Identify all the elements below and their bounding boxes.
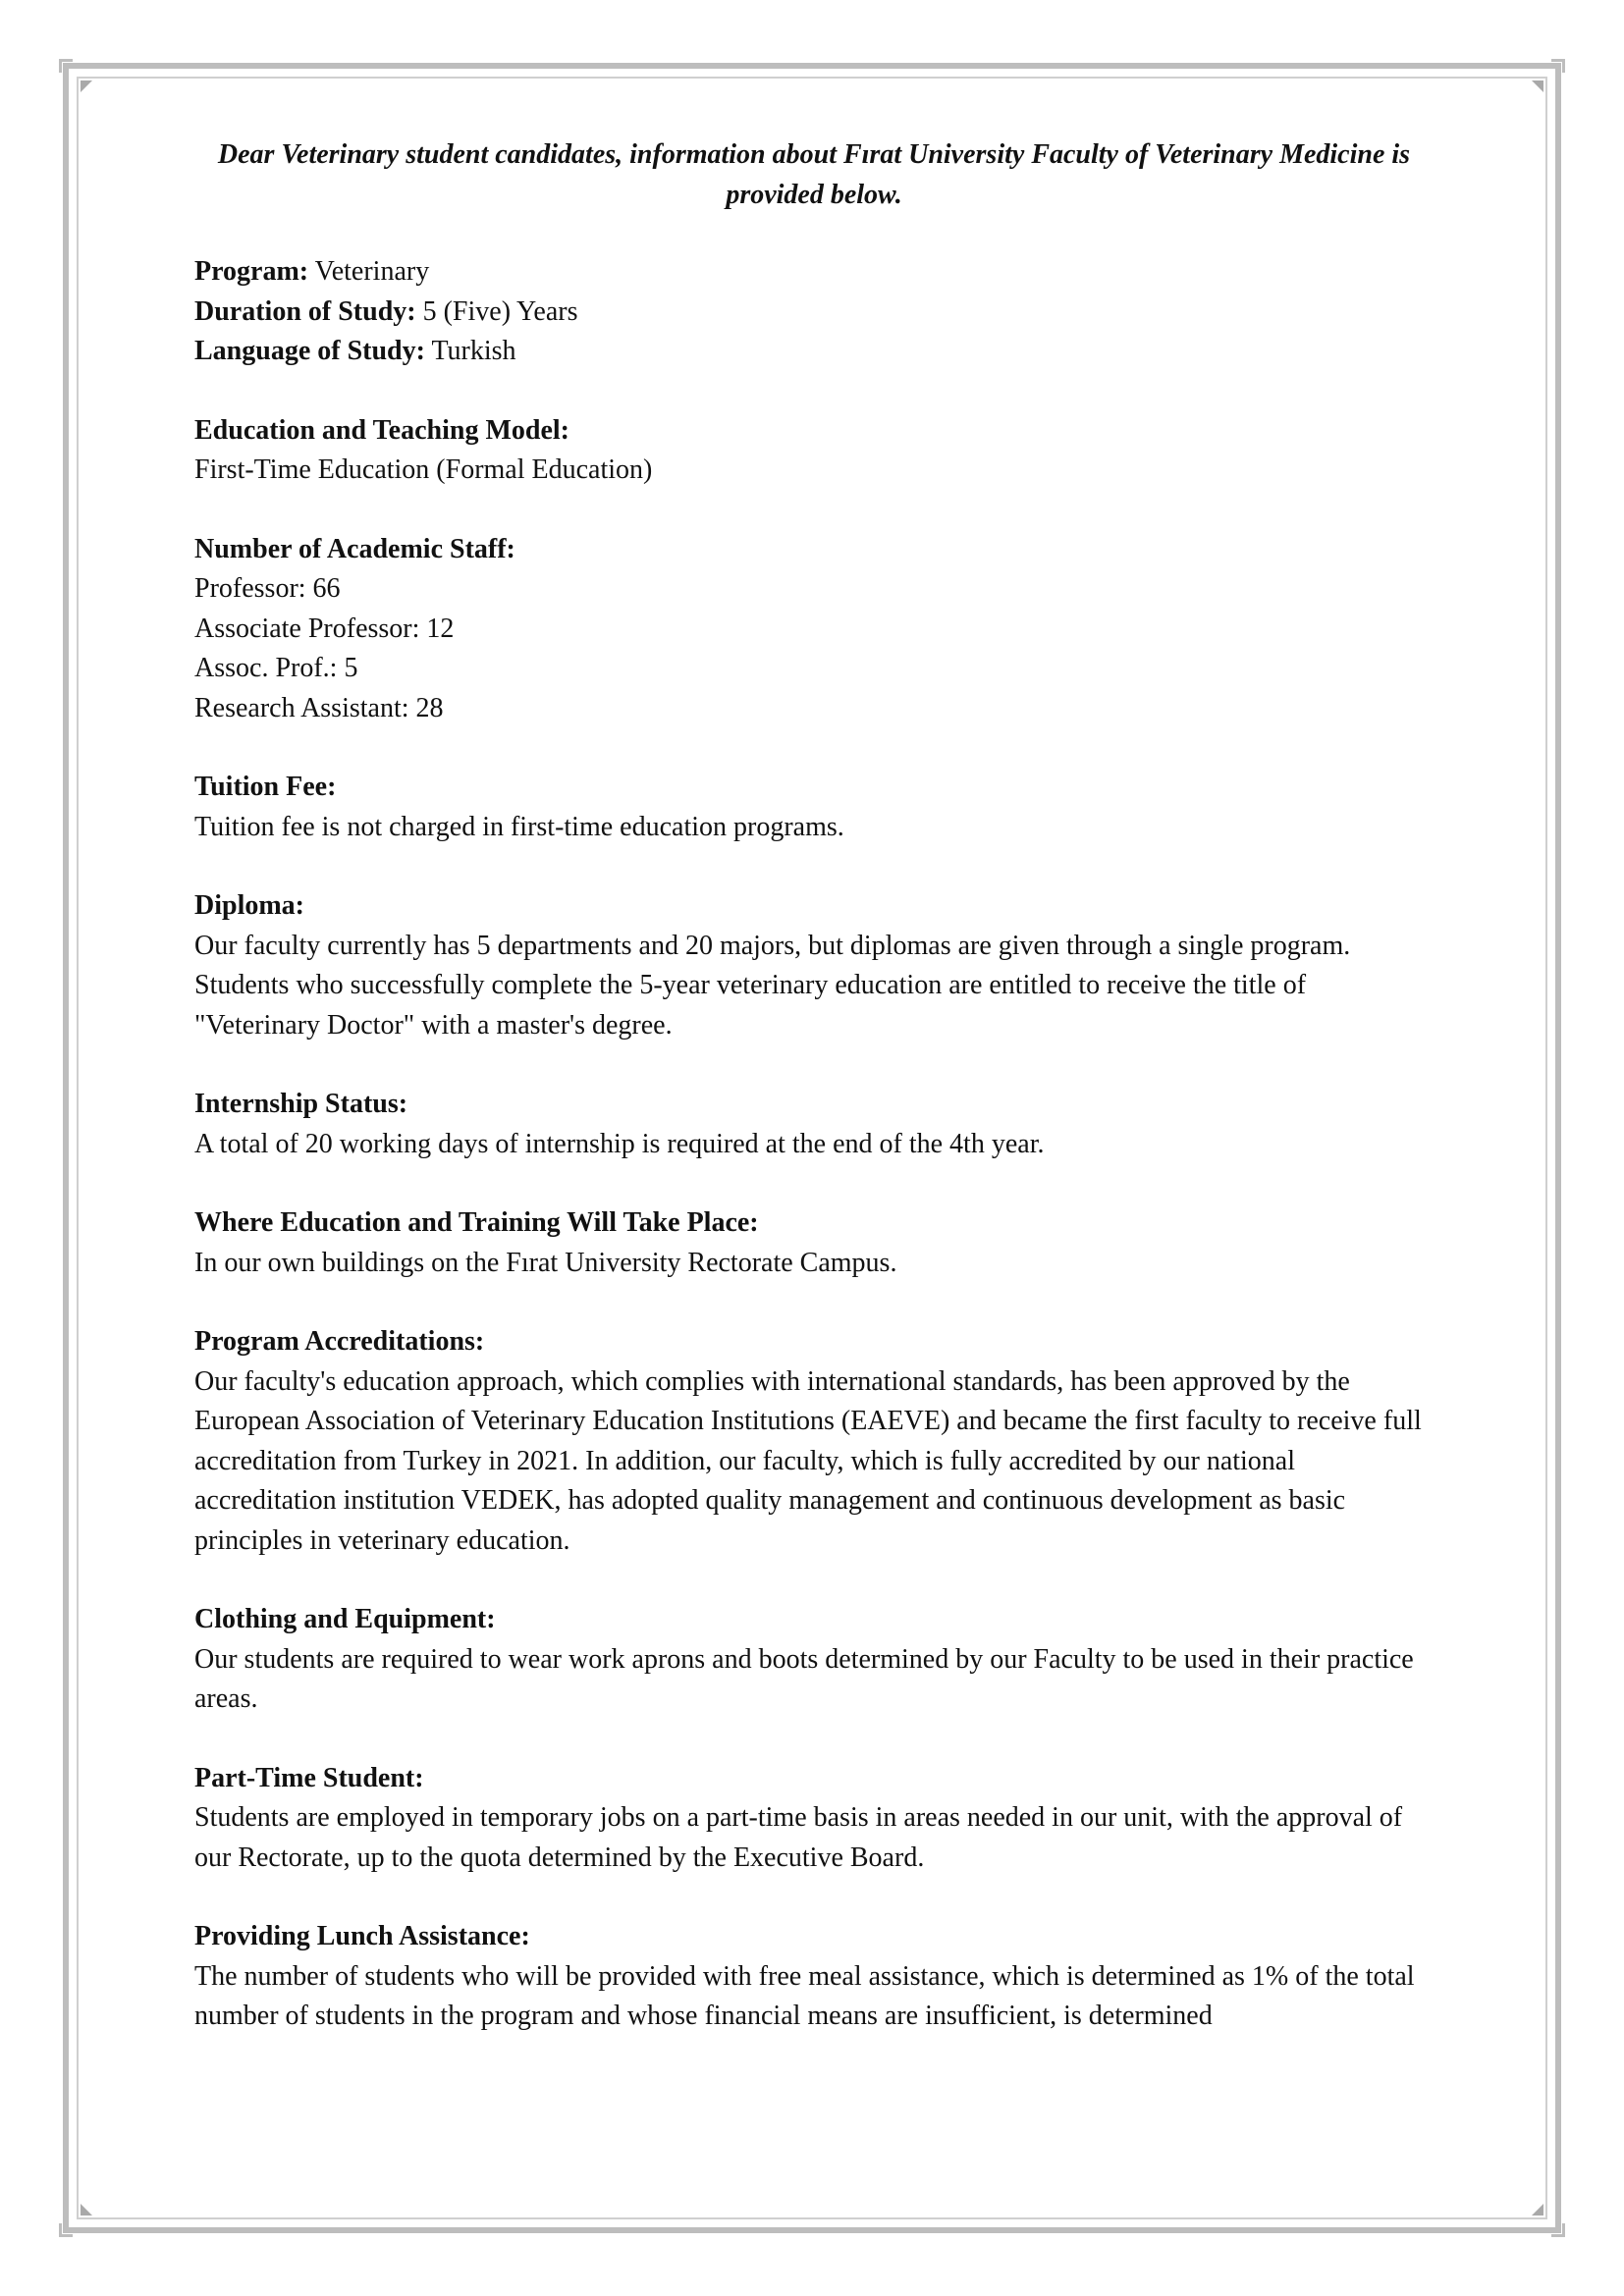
section-text: First-Time Education (Formal Education) (194, 454, 653, 485)
section-text: Our faculty's education approach, which complies with international standards, has been approved by the European Association of Veterinary Education Institutions (EAEVE) and became the first faculty to receive full accreditation from Turkey in 2021. In addition, our faculty, which is fully accredited by our national accreditation institution VEDEK, has adopted quality management and continuous development as basic principles in veterinary education. (194, 1365, 1422, 1556)
section-heading: Diploma: (194, 890, 304, 921)
section-location (194, 1203, 1434, 1283)
corner-tick (59, 2223, 62, 2237)
section-part-time (194, 1759, 1434, 1879)
document-body (194, 135, 1434, 2037)
section-heading: Tuition Fee: (194, 772, 337, 802)
corner-ornament-bottom-right (1532, 2204, 1543, 2216)
program-fields (194, 252, 1434, 372)
section-text: Tuition fee is not charged in first-time education programs. (194, 811, 844, 842)
section-text: Students are employed in temporary jobs on a part-time basis in areas needed in our unit, with the approval of our Rectorate, up to the quota determined by the Executive Board. (194, 1802, 1403, 1873)
corner-ornament-bottom-left (81, 2204, 92, 2216)
section-text: Our faculty currently has 5 departments and 20 majors, but diplomas are given through a single program. Students who successfully complete the 5-year veterinary education are entitled to receive the title of "Veterinary Doctor" with a master's degree. (194, 930, 1351, 1041)
section-clothing (194, 1600, 1434, 1720)
staff-line: Associate Professor: 12 (194, 613, 455, 644)
field-label: Language of Study: (194, 336, 425, 366)
section-accreditations (194, 1322, 1434, 1561)
field-value: Veterinary (314, 256, 430, 287)
section-lunch (194, 1917, 1434, 2037)
section-heading: Number of Academic Staff: (194, 533, 515, 564)
section-academic-staff (194, 530, 1434, 729)
section-text: The number of students who will be provided with free meal assistance, which is determined as 1% of the total number of students in the program and whose financial means are insufficient, is determined (194, 1960, 1415, 2031)
section-text: In our own buildings on the Fırat University Rectorate Campus. (194, 1247, 897, 1278)
section-internship (194, 1085, 1434, 1164)
intro-paragraph: Dear Veterinary student candidates, information about Fırat University Faculty of Veterinary Medicine is provided below. (217, 139, 1411, 210)
field-value: Turkish (431, 336, 516, 366)
staff-line: Research Assistant: 28 (194, 692, 444, 723)
section-heading: Providing Lunch Assistance: (194, 1921, 530, 1951)
staff-line: Assoc. Prof.: 5 (194, 653, 358, 683)
section-heading: Part-Time Student: (194, 1762, 424, 1793)
corner-tick (1562, 59, 1565, 73)
field-label: Duration of Study: (194, 295, 416, 327)
field-value: 5 (Five) Years (422, 295, 578, 327)
section-heading: Where Education and Training Will Take Place: (194, 1207, 759, 1238)
section-teaching-model (194, 411, 1434, 491)
corner-tick (59, 59, 62, 73)
section-text: Our students are required to wear work aprons and boots determined by our Faculty to be used in their practice areas. (194, 1643, 1414, 1714)
corner-tick (1562, 2223, 1565, 2237)
field-program (194, 252, 1434, 293)
section-tuition (194, 768, 1434, 847)
field-duration (194, 293, 1434, 333)
corner-ornament-top-left (81, 80, 92, 92)
section-text: A total of 20 working days of internship is required at the end of the 4th year. (194, 1128, 1045, 1159)
section-heading: Program Accreditations: (194, 1326, 485, 1357)
section-diploma (194, 886, 1434, 1045)
corner-ornament-top-right (1532, 80, 1543, 92)
field-language (194, 332, 1434, 372)
field-label: Program: (194, 256, 309, 287)
section-heading: Clothing and Equipment: (194, 1604, 496, 1634)
staff-line: Professor: 66 (194, 573, 341, 604)
section-heading: Education and Teaching Model: (194, 414, 569, 446)
section-heading: Internship Status: (194, 1089, 408, 1119)
